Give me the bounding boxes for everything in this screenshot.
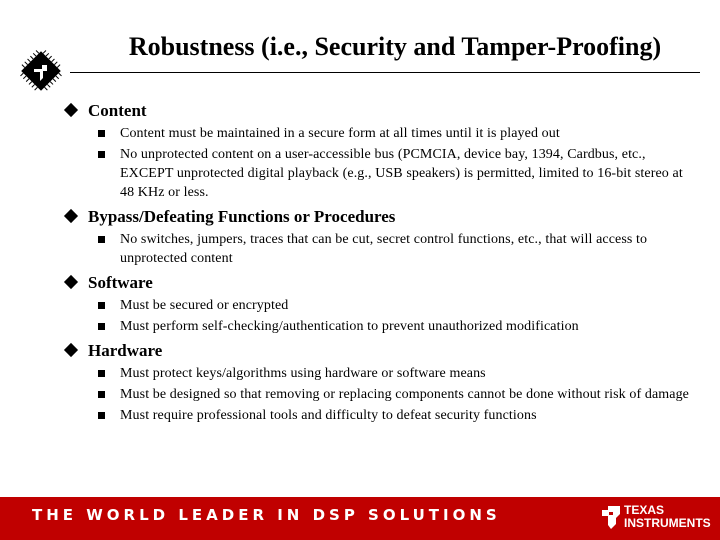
square-bullet-icon [98, 302, 105, 309]
diamond-bullet-icon [64, 275, 78, 289]
square-bullet-icon [98, 370, 105, 377]
diamond-bullet-icon [64, 209, 78, 223]
list-item: Content must be maintained in a secure form at all times until it is played out [64, 124, 694, 143]
section-software [64, 272, 694, 336]
list-item: No unprotected content on a user-accessible bus (PCMCIA, device bay, 1394, Cardbus, etc., EXCEPT unprotected digital playback (e.g., USB speakers) is permitted, limited to 16-bit stereo at 48 KHz or less. [64, 145, 694, 202]
footer-bar [0, 497, 720, 540]
section-heading: Software [64, 272, 694, 294]
slide-body [64, 100, 694, 429]
ti-logo-icon [600, 500, 711, 536]
list-item: Must be designed so that removing or replacing components cannot be done without risk of damage [64, 385, 694, 404]
list-item: No switches, jumpers, traces that can be cut, secret control functions, etc., that will access to unprotected content [64, 230, 694, 268]
square-bullet-icon [98, 236, 105, 243]
square-bullet-icon [98, 323, 105, 330]
list-item: Must perform self-checking/authentication to prevent unauthorized modification [64, 317, 694, 336]
square-bullet-icon [98, 412, 105, 419]
square-bullet-icon [98, 391, 105, 398]
section-heading: Content [64, 100, 694, 122]
footer-tagline [32, 506, 501, 524]
title-divider [70, 72, 700, 73]
section-bypass [64, 206, 694, 268]
diamond-bullet-icon [64, 103, 78, 117]
section-heading: Hardware [64, 340, 694, 362]
square-bullet-icon [98, 151, 105, 158]
ti-mark-icon [600, 504, 622, 530]
diamond-bullet-icon [64, 343, 78, 357]
section-hardware [64, 340, 694, 425]
list-item: Must require professional tools and difficulty to defeat security functions [64, 406, 694, 425]
logo-text-texas: TEXAS [624, 503, 665, 517]
section-heading: Bypass/Defeating Functions or Procedures [64, 206, 694, 228]
footer-tagline-text: THE WORLD LEADER IN DSP SOLUTIONS [32, 506, 501, 524]
square-bullet-icon [98, 130, 105, 137]
section-content [64, 100, 694, 202]
slide-title: Robustness (i.e., Security and Tamper-Proofing) [128, 32, 662, 61]
list-item: Must be secured or encrypted [64, 296, 694, 315]
logo-text-instruments: INSTRUMENTS [624, 516, 711, 530]
list-item: Must protect keys/algorithms using hardware or software means [64, 364, 694, 383]
